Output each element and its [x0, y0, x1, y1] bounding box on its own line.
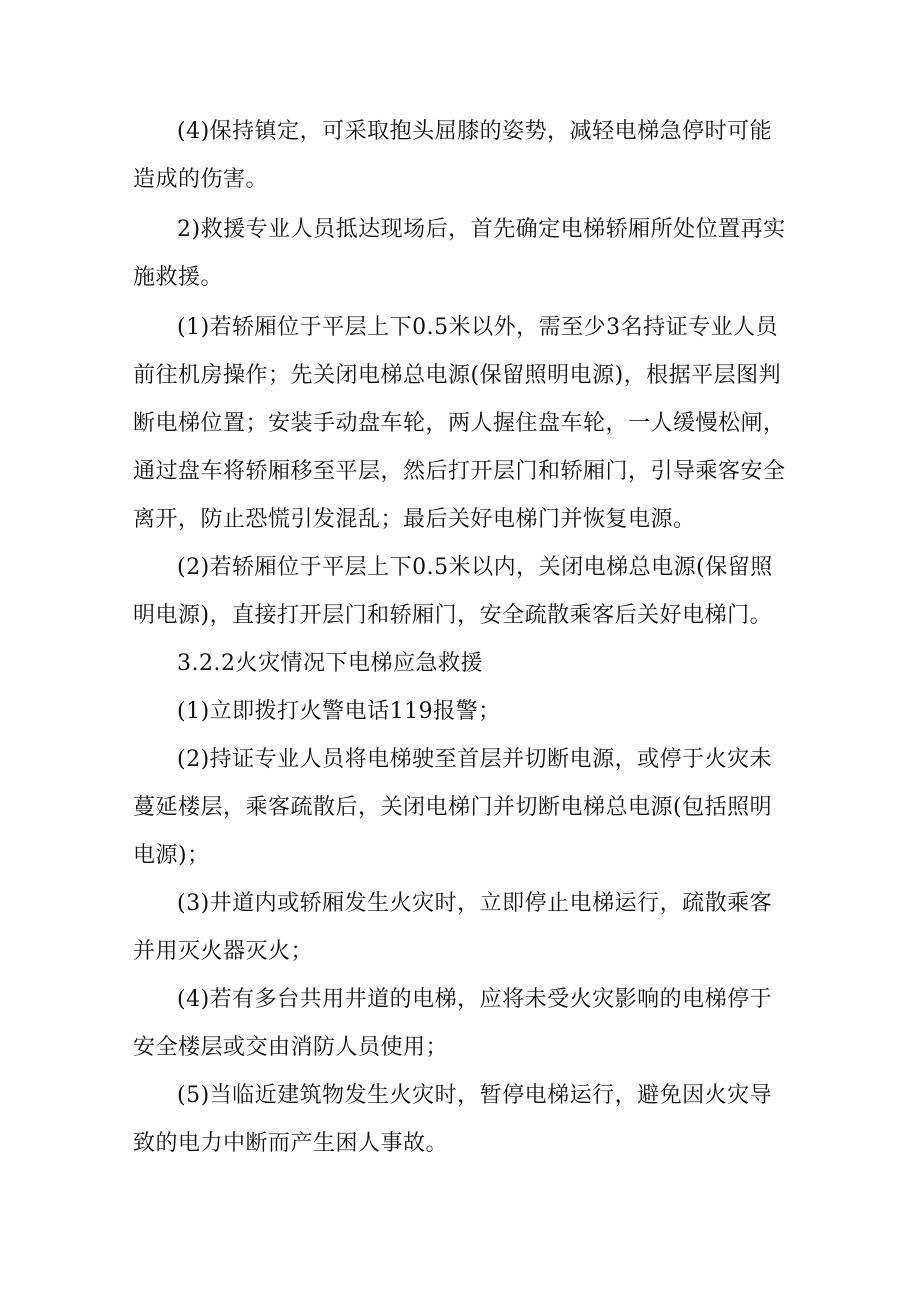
- paragraph-rescue-arrival: 2)救援专业人员抵达现场后，首先确定电梯轿厢所处位置再实施救援。: [133, 217, 786, 290]
- paragraph-drive-to-first-floor: (2)持证专业人员将电梯驶至首层并切断电源，或停于火灾未蔓延楼层，乘客疏散后，关闭电梯门并切断电梯总电源(包括照明电源)；: [133, 747, 773, 868]
- paragraph-call-119: (1)立即拨打火警电话119报警；: [177, 699, 501, 724]
- paragraph-within-level: (2)若轿厢位于平层上下0.5米以内，关闭电梯总电源(保留照明电源)，直接打开层门和轿厢门，安全疏散乘客后关好电梯门。: [133, 555, 773, 628]
- paragraph-shared-shaft: (4)若有多台共用井道的电梯，应将未受火灾影响的电梯停于安全楼层或交由消防人员使用；: [133, 987, 773, 1060]
- section-heading-fire-rescue: 3.2.2火灾情况下电梯应急救援: [177, 651, 483, 676]
- paragraph-outside-level: (1)若轿厢位于平层上下0.5米以外，需至少3名持证专业人员前往机房操作；先关闭电梯总电源(保留照明电源)，根据平层图判断电梯位置；安装手动盘车轮，两人握住盘车轮，一人缓慢松闸，通过盘车将轿厢移至平层，然后打开层门和轿厢门，引导乘客安全离开，防止恐慌引发混乱；最后关好电梯门并恢复电源。: [133, 315, 786, 532]
- paragraph-nearby-fire: (5)当临近建筑物发生火灾时，暂停电梯运行，避免因火灾导致的电力中断而产生困人事故。: [133, 1083, 773, 1156]
- paragraph-stay-calm: (4)保持镇定，可采取抱头屈膝的姿势，减轻电梯急停时可能造成的伤害。: [133, 119, 773, 192]
- paragraph-shaft-fire: (3)井道内或轿厢发生火灾时，立即停止电梯运行，疏散乘客并用灭火器灭火；: [133, 891, 773, 964]
